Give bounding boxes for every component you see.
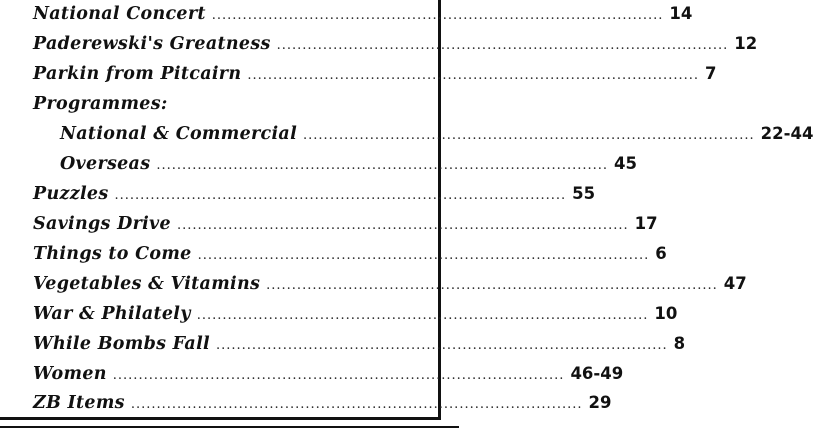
dot-leader: ........................................................................................: [114, 188, 567, 203]
index-entry-parkin-from-pitcairn: [0, 60, 717, 88]
dot-leader: ........................................................................................: [176, 218, 629, 233]
entry-label: Paderewski's Greatness: [33, 34, 271, 54]
dot-leader: ........................................................................................: [247, 68, 699, 83]
entry-label: National Concert: [33, 4, 206, 24]
entry-label: Puzzles: [33, 184, 109, 204]
index-entry-women: [0, 360, 624, 388]
index-entry-vegetables-vitamins: [0, 270, 747, 298]
entry-page: 45: [614, 154, 637, 173]
entry-label: Parkin from Pitcairn: [33, 64, 242, 84]
entry-page: 8: [673, 334, 686, 353]
index-entry-while-bombs-fall: [0, 330, 686, 358]
entry-page: 22-44: [760, 124, 813, 143]
dot-leader: ........................................................................................: [276, 38, 729, 53]
index-entry-paderewskis-greatness: [0, 30, 758, 58]
dot-leader: ........................................................................................: [215, 338, 668, 353]
bottom-rule: [0, 426, 459, 428]
entry-label: Women: [33, 364, 107, 384]
entry-label: Things to Come: [33, 244, 192, 264]
entry-page: 12: [734, 34, 758, 53]
dot-leader: ........................................................................................: [211, 8, 664, 23]
entry-page: 10: [654, 304, 678, 323]
entry-page: 14: [669, 4, 693, 23]
entry-label: National & Commercial: [60, 124, 298, 144]
entry-page: 6: [655, 244, 667, 263]
index-subentry-overseas: [0, 150, 637, 178]
entry-label: Vegetables & Vitamins: [33, 274, 261, 294]
index-subentry-national-commercial: [0, 120, 813, 148]
entry-page: 55: [572, 184, 596, 203]
entry-label: Programmes:: [33, 94, 168, 114]
dot-leader: ........................................................................................: [266, 278, 718, 293]
entry-page: 7: [705, 64, 717, 83]
index-entry-national-concert: [0, 0, 693, 28]
dot-leader: ........................................................................................: [196, 308, 649, 323]
entry-page: 29: [588, 393, 612, 412]
index-entry-savings-drive: [0, 210, 658, 238]
entry-label: Overseas: [60, 154, 151, 174]
dot-leader: ........................................................................................: [197, 248, 650, 263]
index-entry-puzzles: [0, 180, 596, 208]
index-entry-war-philately: [0, 300, 678, 328]
entry-label: Savings Drive: [33, 214, 171, 234]
index-entry-zb-items: [0, 389, 612, 417]
entry-label: War & Philately: [33, 304, 191, 324]
dot-leader: ........................................................................................: [303, 128, 755, 143]
index-heading-programmes: [0, 90, 438, 118]
dot-leader: ........................................................................................: [112, 368, 565, 383]
dot-leader: ........................................................................................: [156, 158, 609, 173]
entry-page: 47: [723, 274, 747, 293]
entry-page: 46-49: [570, 364, 624, 383]
entry-label: While Bombs Fall: [33, 334, 210, 354]
dot-leader: ........................................................................................: [130, 397, 583, 412]
index-entry-things-to-come: [0, 240, 667, 268]
entry-page: 17: [634, 214, 658, 233]
entry-label: ZB Items: [33, 393, 125, 413]
